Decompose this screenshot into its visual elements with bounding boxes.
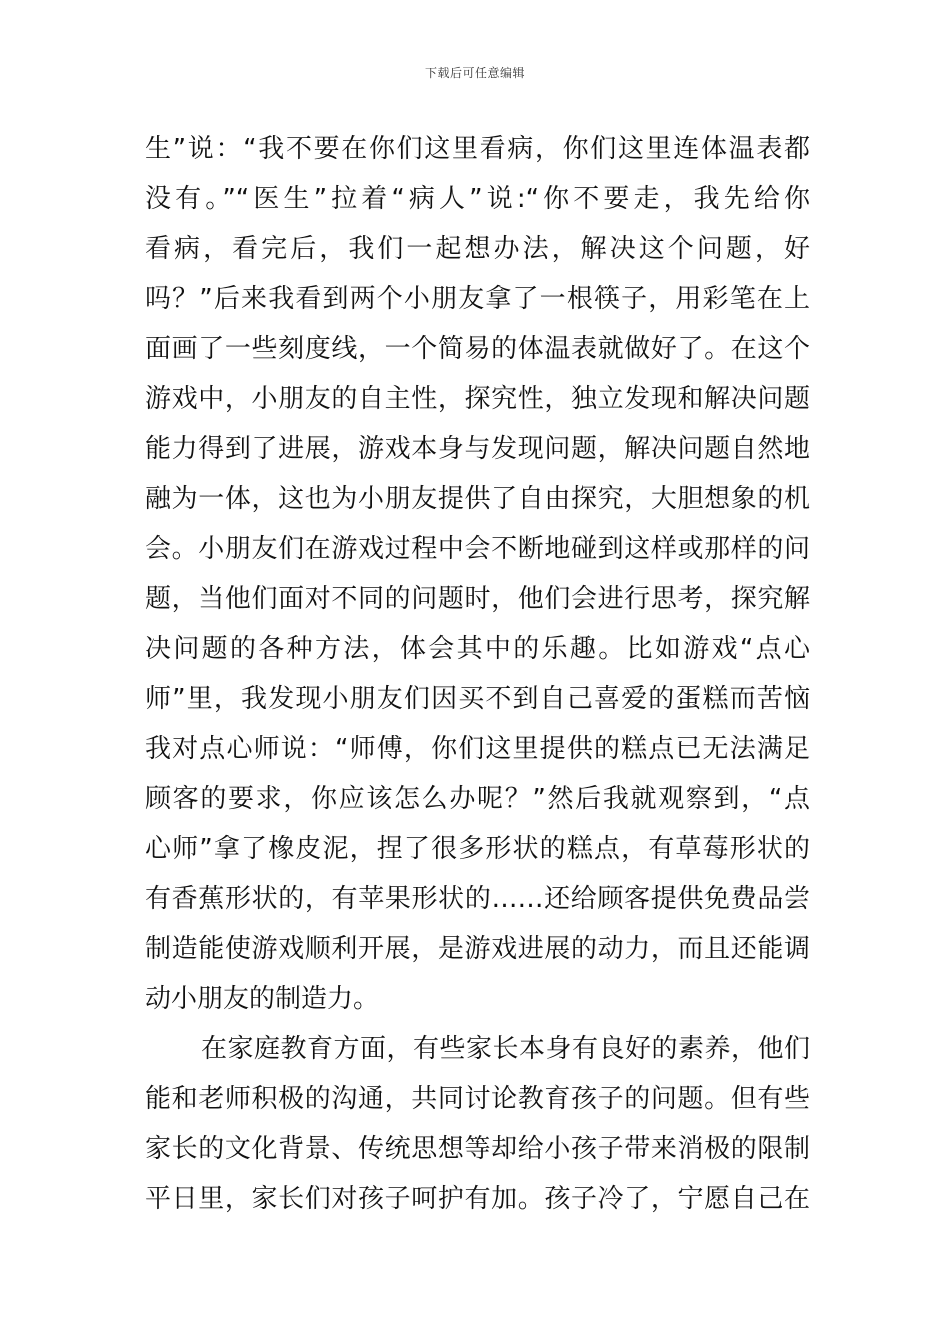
page-header: 下载后可任意编辑 xyxy=(424,66,525,80)
paragraph-1 xyxy=(145,124,810,1024)
document-body xyxy=(145,124,810,1224)
text-line: 融为一体，这也为小朋友提供了自由探究，大胆想象的机 xyxy=(145,484,810,514)
text-line: 能和老师积极的沟通，共同讨论教育孩子的问题。但有些 xyxy=(145,1084,810,1114)
text-line: 平日里，家长们对孩子呵护有加。孩子冷了，宁愿自己在 xyxy=(145,1184,810,1214)
text-line: 制造能使游戏顺利开展，是游戏进展的动力，而且还能调 xyxy=(145,934,810,964)
text-line: 面画了一些刻度线，一个简易的体温表就做好了。在这个 xyxy=(145,334,810,364)
text-line: 家长的文化背景、传统思想等却给小孩子带来消极的限制 xyxy=(145,1134,810,1164)
text-line: 我对点心师说：“师傅，你们这里提供的糕点已无法满足 xyxy=(145,734,810,764)
text-line: 在家庭教育方面，有些家长本身有良好的素养，他们 xyxy=(201,1034,810,1064)
text-line: 看病，看完后，我们一起想办法，解决这个问题，好 xyxy=(145,234,810,264)
text-line: 心师”拿了橡皮泥，捏了很多形状的糕点，有草莓形状的 xyxy=(145,834,810,864)
text-line: 吗？”后来我看到两个小朋友拿了一根筷子，用彩笔在上 xyxy=(145,284,810,314)
text-line: 决问题的各种方法，体会其中的乐趣。比如游戏“点心 xyxy=(145,634,810,664)
text-line: 动小朋友的制造力。 xyxy=(145,984,380,1014)
text-line: 生”说：“我不要在你们这里看病，你们这里连体温表都 xyxy=(145,134,810,164)
text-line: 题，当他们面对不同的问题时，他们会进行思考，探究解 xyxy=(145,584,810,614)
text-line: 没有。”“医生”拉着“病人”说:“你不要走，我先给你 xyxy=(145,184,810,214)
text-line: 师”里，我发现小朋友们因买不到自己喜爱的蛋糕而苦恼 xyxy=(145,684,810,714)
text-line: 会。小朋友们在游戏过程中会不断地碰到这样或那样的问 xyxy=(145,534,810,564)
text-line: 有香蕉形状的，有苹果形状的……还给顾客提供免费品尝 xyxy=(145,884,810,914)
text-line: 能力得到了进展，游戏本身与发现问题，解决问题自然地 xyxy=(145,434,810,464)
paragraph-2 xyxy=(145,1024,810,1224)
text-line: 顾客的要求，你应该怎么办呢？”然后我就观察到，“点 xyxy=(145,784,810,814)
text-line: 游戏中，小朋友的自主性，探究性，独立发现和解决问题 xyxy=(145,384,810,414)
